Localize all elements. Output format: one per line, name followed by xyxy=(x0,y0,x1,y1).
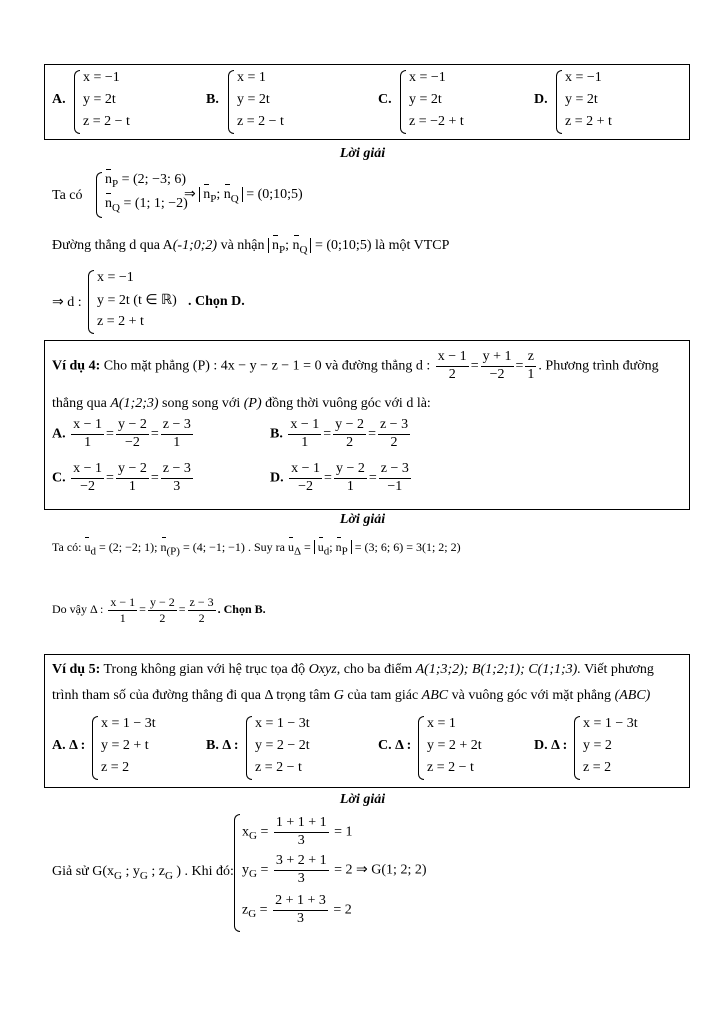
ex4-line2: thẳng qua A(1;2;3) song song với (P) đồng thời vuông góc với d là: xyxy=(52,396,431,411)
sol3-line2: Đường thẳng d qua A(-1;0;2) và nhận $n_P$; $n_Q$ = (0;10;5) là một VTCP xyxy=(52,238,450,256)
ex5-line1: Ví dụ 5: Trong không gian với hệ trục tọa độ Oxyz, cho ba điểm A(1;3;2); B(1;2;1); C(1;1;3). Viết phương xyxy=(52,662,654,677)
eq-line: z = 2 − t xyxy=(83,114,130,129)
eq-line: z = −2 + t xyxy=(409,114,464,129)
eq-line: z = 2 + t xyxy=(565,114,612,129)
solution-heading: Lời giải xyxy=(339,512,386,527)
ex4-option-c: C. $\frac{x - 1}{-2}$ = $\frac{y - 2}{1}$ = $\frac{z - 3}{3}$ xyxy=(52,461,191,494)
eq-line: y = 2t xyxy=(409,92,442,107)
sol4-line1: Ta có: $u_d = (2$; −2; 1); $n_{(P)} = (4$; −1; −1) . Suy ra $u_\Delta = u_d$; $n_P = (3$; 6; 6) = 3(1; 2; 2) xyxy=(52,540,461,558)
solution-heading: Lời giải xyxy=(339,792,386,807)
ex5-line2: trình tham số của đường thẳng đi qua Δ trọng tâm G của tam giác ABC và vuông góc với mặt phẳng (ABC) xyxy=(52,688,651,703)
ex4-line1: Ví dụ 4: Cho mặt phẳng (P) : 4x − y − z − 1 = 0 và đường thẳng d : $\frac{x - 1}{2}$ = $\frac{y + 1}{-2}$ = $\frac{z}{1}$ . Phương trình đường xyxy=(52,349,659,382)
option-label: D. Δ : xyxy=(534,738,568,753)
sol3-choose: . Chọn D. xyxy=(188,294,245,309)
eq-line: y = 2t xyxy=(237,92,270,107)
eq-line: x = −1 xyxy=(97,270,134,285)
vector-n: n xyxy=(105,196,112,211)
eq-line: y = 2t xyxy=(565,92,598,107)
ex4-option-a: A. $\frac{x - 1}{1}$ = $\frac{y - 2}{-2}$ = $\frac{z - 3}{1}$ xyxy=(52,417,191,450)
option-label: A. Δ : xyxy=(52,738,86,753)
nP-eq: $n_P = (2$; −3; 6) xyxy=(105,172,187,190)
ex4-option-d: D. $\frac{x - 1}{-2}$ = $\frac{y - 2}{1}$ = $\frac{z - 3}{-1}$ xyxy=(270,461,409,494)
vector-n: n xyxy=(105,172,112,187)
centroid-z: $z_G$ = $\frac{2 + 1 + 3}{3}$ = 2 xyxy=(242,893,352,926)
eq-line: z = 2 + t xyxy=(97,314,144,329)
option-label: C. Δ : xyxy=(378,738,412,753)
sol3-taco: Ta có xyxy=(52,188,83,203)
eq-line: y = 2t (t ∈ ℝ) xyxy=(97,293,177,308)
eq-line: z = 2 − t xyxy=(237,114,284,129)
nQ-eq: $n_Q = (1$; 1; −2) xyxy=(105,196,188,214)
option-label: D. xyxy=(534,92,548,107)
centroid-y: $y_G$ = $\frac{3 + 2 + 1}{3}$ = 2 ⇒ G(1; 2; 2) xyxy=(242,853,427,886)
eq-line: y = 2t xyxy=(83,92,116,107)
centroid-x: $x_G$ = $\frac{1 + 1 + 1}{3}$ = 1 xyxy=(242,815,353,848)
sol4-line2: Do vậy Δ : $\frac{x - 1}{1}$ = $\frac{y - 2}{2}$ = $\frac{z - 3}{2}$ . Chọn B. xyxy=(52,595,266,625)
eq-line: x = 1 xyxy=(237,70,266,85)
option-label: A. xyxy=(52,92,66,107)
eq-line: x = −1 xyxy=(409,70,446,85)
ex4-option-b: B. $\frac{x - 1}{1}$ = $\frac{y - 2}{2}$ = $\frac{z - 3}{2}$ xyxy=(270,417,409,450)
eq-line: x = −1 xyxy=(83,70,120,85)
option-label: B. xyxy=(206,92,219,107)
option-label: C. xyxy=(378,92,392,107)
eq-line: x = −1 xyxy=(565,70,602,85)
solution-heading: Lời giải xyxy=(339,146,386,161)
sol5-intro: Giả sử $G(x_G$ ; $y_G$ ; $z_G$ ) . Khi đó: xyxy=(52,864,234,882)
option-label: B. Δ : xyxy=(206,738,239,753)
sol3-d-prefix: ⇒ d : xyxy=(52,295,82,310)
sol3-cross-product: ⇒ $n_P$; $n_Q$ = (0;10;5) xyxy=(184,187,303,205)
